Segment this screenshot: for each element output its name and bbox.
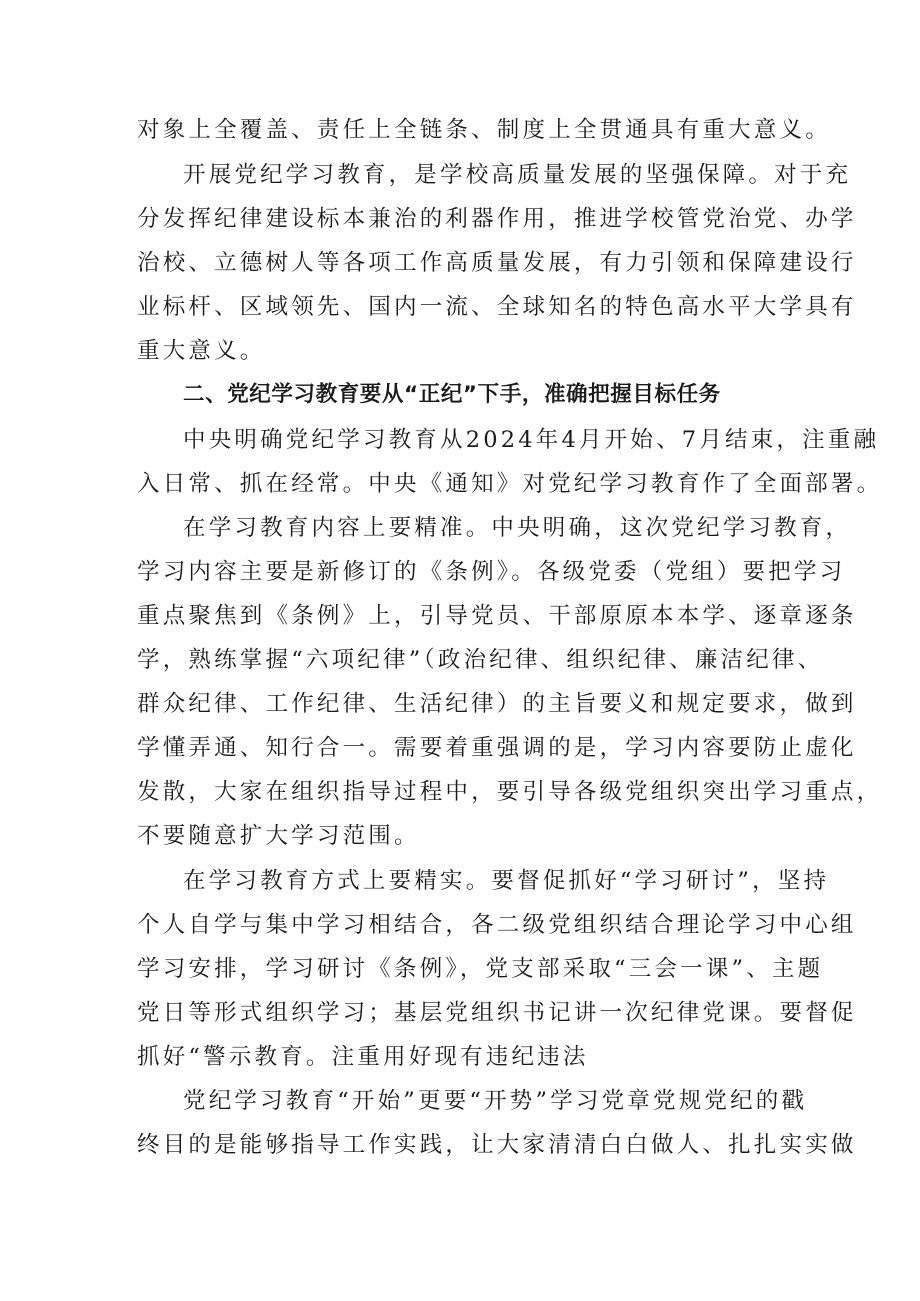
- paragraph-start-line: 开展党纪学习教育，是学校高质量发展的坚强保障。对于充: [183, 162, 852, 188]
- text-line: 重点聚焦到《条例》上，引导党员、干部原原本本学、逐章逐条: [137, 603, 857, 629]
- text-line: 学习安排，学习研讨《条例》，党支部采取“三会一课”、主题: [137, 956, 824, 982]
- paragraph-start-line: 在学习教育方式上要精实。要督促抓好“学习研讨”，坚持: [183, 868, 830, 894]
- text-line: 党日等形式组织学习；基层党组织书记讲一次纪律党课。要督促: [137, 1000, 857, 1026]
- text-line: 个人自学与集中学习相结合，各二级党组织结合理论学习中心组: [137, 912, 857, 938]
- paragraph-start-line: 在学习教育内容上要精准。中央明确，这次党纪学习教育，: [183, 515, 852, 541]
- text-line: 分发挥纪律建设标本兼治的利器作用，推进学校管党治党、办学: [137, 206, 857, 232]
- text-line: 发散，大家在组织指导过程中，要引导各级党组织突出学习重点，: [137, 779, 883, 805]
- text-line: 学懂弄通、知行合一。需要着重强调的是，学习内容要防止虚化: [137, 735, 857, 761]
- text-line: 治校、立德树人等各项工作高质量发展，有力引领和保障建设行: [137, 250, 857, 276]
- text-line: 入日常、抓在经常。中央《通知》对党纪学习教育作了全面部署。: [137, 471, 883, 497]
- text-line: 学，熟练掌握“六项纪律”（政治纪律、组织纪律、廉洁纪律、: [137, 647, 824, 673]
- text-line: 抓好“警示教育。注重用好现有违纪违法: [137, 1044, 589, 1070]
- text-line: 不要随意扩大学习范围。: [137, 823, 420, 849]
- paragraph-start-line: 党纪学习教育“开始”更要“开势”学习党章党规党纪的戳: [183, 1088, 808, 1114]
- text-line: 学习内容主要是新修订的《条例》。各级党委（党组）要把学习: [137, 559, 846, 585]
- text-line: 对象上全覆盖、责任上全链条、制度上全贯通具有重大意义。: [137, 117, 831, 143]
- paragraph-start-line: 中央明确党纪学习教育从2024年4月开始、7月结束，注重融: [183, 427, 880, 453]
- text-line: 重大意义。: [137, 338, 266, 364]
- section-heading: 二、党纪学习教育要从“正纪”下手，准确把握目标任务: [183, 382, 721, 407]
- text-line: 终目的是能够指导工作实践，让大家清清白白做人、扎扎实实做: [137, 1132, 857, 1158]
- text-line: 群众纪律、工作纪律、生活纪律）的主旨要义和规定要求，做到: [137, 691, 857, 717]
- text-line: 业标杆、区域领先、国内一流、全球知名的特色高水平大学具有: [137, 294, 857, 320]
